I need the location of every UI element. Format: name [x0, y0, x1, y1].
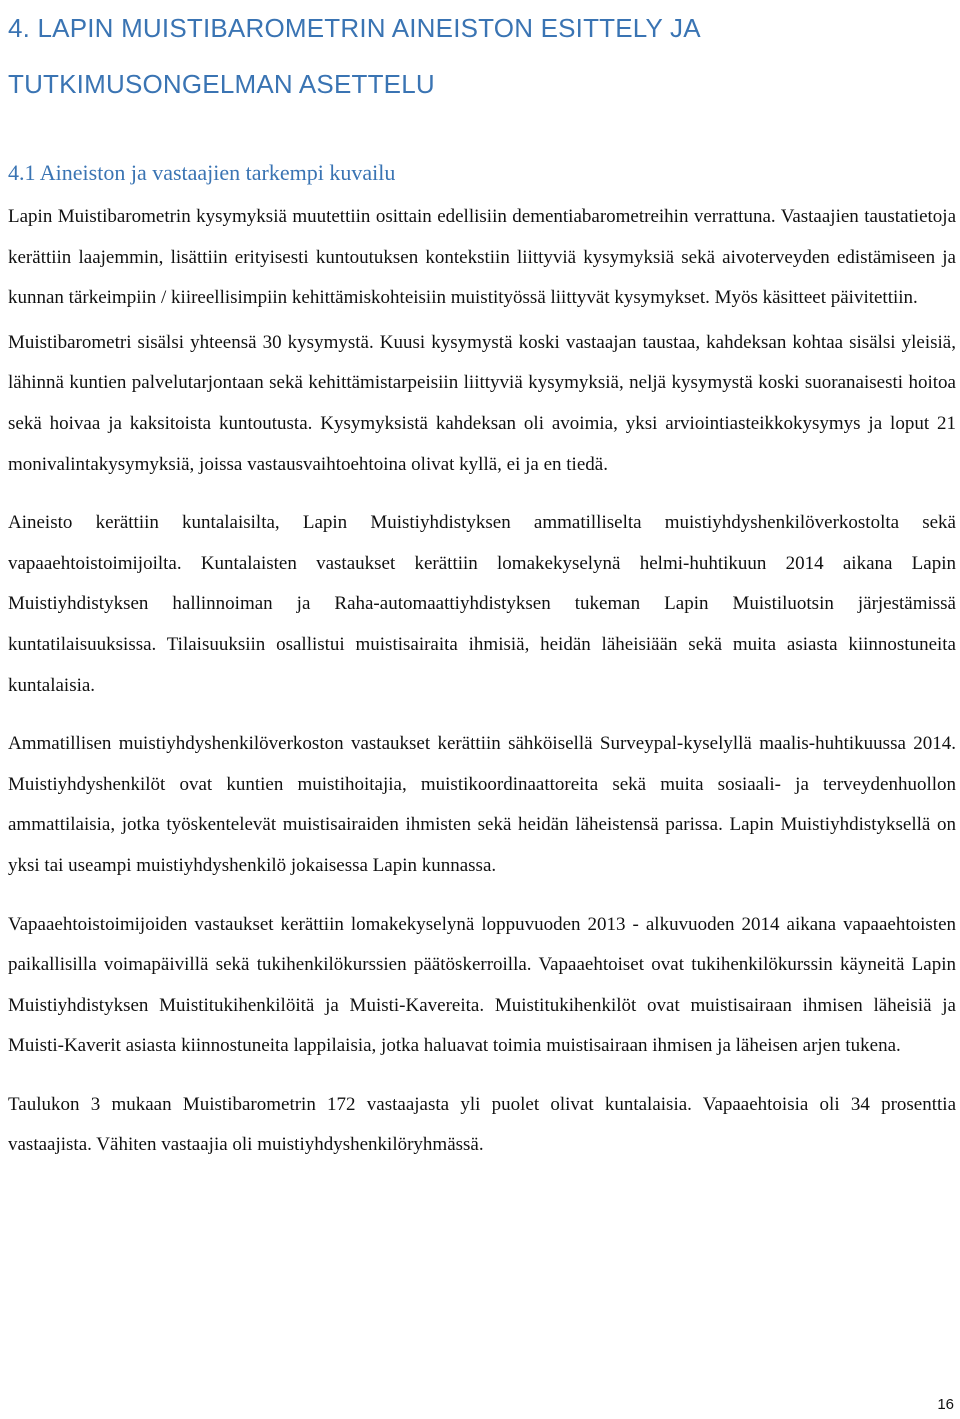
chapter-heading-line-2: TUTKIMUSONGELMAN ASETTELU — [8, 69, 435, 99]
paragraph-2: Muistibarometri sisälsi yhteensä 30 kysymystä. Kuusi kysymystä koski vastaajan taustaa, kahdeksan kohtaa sisälsi yleisiä, lähinnä kuntien palvelutarjontaan sekä kehittämistarpeisiin liittyviä kysymyksiä, neljä kysymystä koski suoranaisesti hoitoa sekä hoivaa ja kaksitoista kuntoutusta. Kysymyksistä kahdeksan oli avoimia, yksi arviointiasteikkokysymys ja loput 21 monivalintakysymyksiä, joissa vastausvaihtoehtoina olivat kyllä, ei ja en tiedä. — [8, 331, 956, 475]
paragraph-3: Aineisto kerättiin kuntalaisilta, Lapin Muistiyhdistyksen ammatilliselta muistiyhdyshenkilöverkostolta sekä vapaaehtoistoimijoilta. Kuntalaisten vastaukset kerättiin lomakekyselynä helmi-huhtikuun 2014 aikana Lapin Muistiyhdistyksen hallinnoiman ja Raha-automaattiyhdistyksen tukeman Lapin Muistiluotsin järjestämissä kuntatilaisuuksissa. Tilaisuuksiin osallistui muistisairaita ihmisiä, heidän läheisiään sekä muita asiasta kiinnostuneita kuntalaisia. — [8, 512, 956, 696]
chapter-heading-line-1: 4. LAPIN MUISTIBAROMETRIN AINEISTON ESITTELY JA — [8, 13, 701, 43]
paragraph-6: Taulukon 3 mukaan Muistibarometrin 172 vastaajasta yli puolet olivat kuntalaisia. Vapaaehtoisia oli 34 prosenttia vastaajista. Vähiten vastaajia oli muistiyhdyshenkilöryhmässä. — [8, 1093, 956, 1156]
paragraph-4: Ammatillisen muistiyhdyshenkilöverkoston vastaukset kerättiin sähköisellä Surveypal-kyselyllä maalis-huhtikuussa 2014. Muistiyhdyshenkilöt ovat kuntien muistihoitajia, muistikoordinaattoreita sekä muita sosiaali- ja terveydenhuollon ammattilaisia, jotka työskentelevät muistisairaiden ihmisten sekä heidän läheistensä parissa. Lapin Muistiyhdistyksellä on yksi tai useampi muistiyhdyshenkilö jokaisessa Lapin kunnassa. — [8, 733, 956, 876]
paragraph-1: Lapin Muistibarometrin kysymyksiä muutettiin osittain edellisiin dementiabarometreihin verrattuna. Vastaajien taustatietoja kerättiin laajemmin, lisättiin erityisesti kuntoutuksen kontekstiin liittyviä kysymyksiä sekä aivoterveyden edistämiseen ja kunnan tärkeimpiin / kiireellisimpiin kehittämiskohteisiin muistityössä liittyvät kysymykset. Myös käsitteet päivitettiin. — [8, 206, 956, 309]
body-text — [8, 197, 956, 1166]
paragraph-5: Vapaaehtoistoimijoiden vastaukset kerättiin lomakekyselynä loppuvuoden 2013 - alkuvuoden 2014 aikana vapaaehtoisten paikallisilla voimapäivillä sekä tukihenkilökurssien päätöskerroilla. Vapaaehtoiset ovat tukihenkilökurssin käyneitä Lapin Muistiyhdistyksen Muistitukihenkilöitä ja Muisti-Kavereita. Muistitukihenkilöt ovat muistisairaan ihmisen läheisiä ja Muisti-Kaverit asiasta kiinnostuneita lappilaisia, jotka haluavat toimia muistisairaan ihmisen ja läheisen arjen tukena. — [8, 913, 956, 1057]
page-number: 16 — [937, 1396, 954, 1413]
section-heading: 4.1 Aineiston ja vastaajien tarkempi kuvailu — [8, 160, 396, 185]
chapter-heading — [8, 0, 956, 112]
document-page — [8, 0, 956, 1156]
